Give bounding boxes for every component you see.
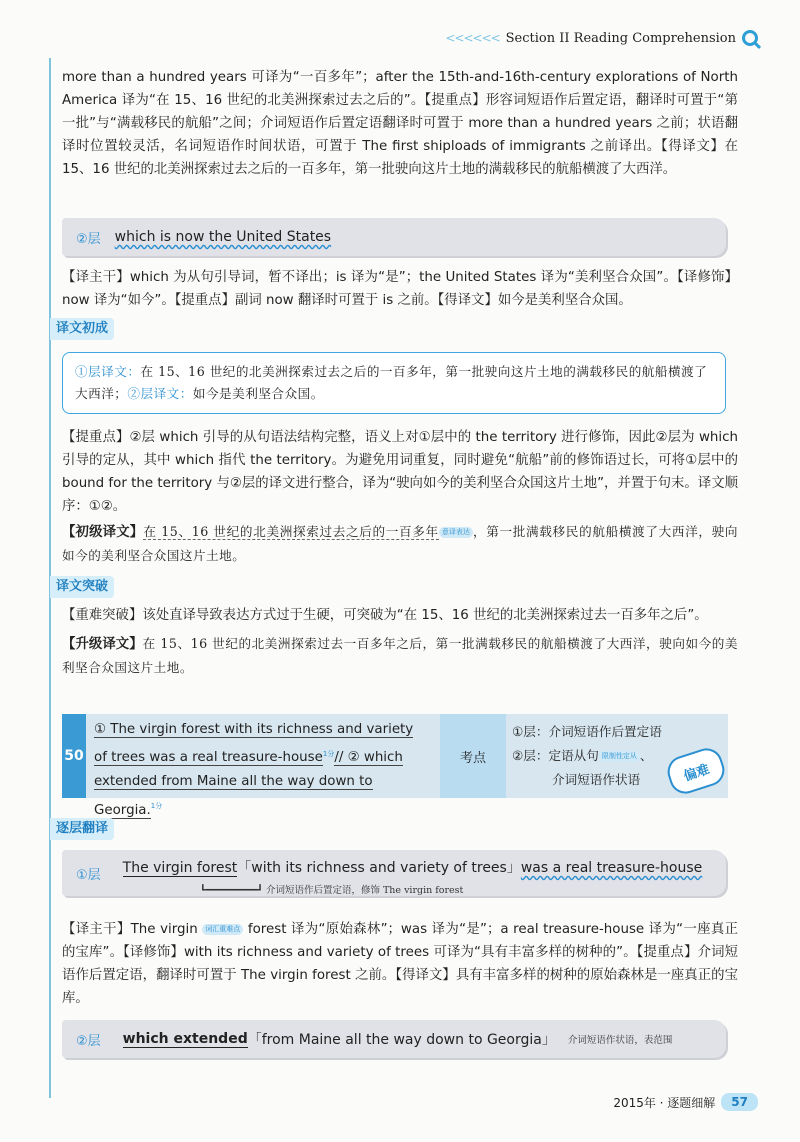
initial-text-2: ，第一批满载移民的航船横渡了大西洋，驶向如今的美利坚合众国这片土地。 [62, 524, 739, 563]
layer-1-rest: was a real treasure-house [520, 860, 703, 876]
paragraph-analysis-2: 【译主干】which 为从句引导词，暂不译出；is 译为“是”；the United States 译为“美利坚合众国”。【译修饰】now 译为“如今”。【提重点】副词 now 翻译时可置于 is 之前。【得译文】如今是美利坚合众国。 [62, 270, 738, 308]
arrow-decoration: <<<<<< [445, 31, 500, 45]
vocab-mini-tag: 词汇重难点 [202, 924, 243, 935]
layer1-label: ①层译文： [75, 364, 141, 379]
tag-breakthrough: 译文突破 [50, 576, 114, 598]
sentence-line-2: of trees was a real treasure-house [94, 750, 323, 766]
tag-initial-translation: 译文初成 [50, 318, 114, 340]
layer2-translation: 如今是美利坚合众国。 [192, 386, 324, 401]
layer2-label: ②层译文： [127, 386, 193, 401]
kaodian-point-3: 介词短语作状语 [552, 772, 641, 787]
kaodian-point-2 [512, 744, 662, 768]
layer-2b-note: 介词短语作状语，表范围 [567, 1035, 673, 1046]
layer-label: ②层 [76, 231, 101, 247]
layer-2b-head: which extended [122, 1030, 248, 1047]
layer-label: ①层 [76, 867, 101, 883]
paragraph-analysis-1: more than a hundred years 可译为“一百多年”；after the 15th-and-16th-century explorations of North America 译为“在 15、16 世纪的北美洲探索过去之后的”。【提重点】形容词短语作后置定语，翻译时可置于“第一批”与“满载移民的航船”之间；介词短语作后置定语翻译时可置于 more than a hundred years 之前；状语翻译时位置较灵活，名词短语作时间状语，可置于 The first shiploads of immigrants 之前译出。【得译文】在 15、16 世纪的北美洲探索过去之后的一百多年，第一批驶向这片土地的满载移民的航船横渡了大西洋。 [62, 70, 738, 177]
paragraph-initial-translation [62, 520, 738, 568]
sentence-text [94, 718, 434, 823]
layer-1-note-text: 介词短语作后置定语，修饰 The virgin forest [265, 885, 464, 896]
paragraph-upgraded-translation [62, 632, 738, 680]
difficulty-stamp: 偏难 [663, 744, 728, 797]
tag-layer-translation: 逐层翻译 [50, 818, 114, 840]
kaodian-point-2a: ②层：定语从句 [512, 748, 599, 763]
layer-1-note: ┗━━━━━━━━━┛ 介词短语作后置定语，修饰 The virgin forest [200, 885, 464, 896]
analysis-3-post: forest 译为“原始森林”；was 译为“是”；a real treasure-house 译为“一座真正的宝库”。【译修饰】with its richness and variety of trees 可译为“具有丰富多样的树种的”。【提重点】介词短语作后置定语，翻译时可置于 The virgin forest 之前。【得译文】具有丰富多样的树种的原始森林是一座真正的宝库。 [62, 922, 738, 1006]
score-mark-1: 1分 [322, 750, 335, 758]
paragraph-analysis-3 [62, 918, 738, 1010]
page-footer [613, 1093, 758, 1111]
sentence-panel [62, 714, 728, 818]
layer-label: ②层 [76, 1033, 101, 1049]
layer-2-bar [62, 218, 726, 256]
translation-box [62, 352, 726, 414]
layer-sentence: which is now the United States [114, 229, 332, 245]
kaodian-label: 考点 [440, 714, 506, 798]
footer-text: 2015年 · 逐题细解 [613, 1095, 716, 1110]
kaodian-points [512, 720, 662, 792]
magnifier-icon [742, 30, 758, 46]
layer-2b-bar [62, 1020, 726, 1058]
paragraph-key-point: 【提重点】②层 which 引导的从句语法结构完整，语义上对①层中的 the territory 进行修饰，因此②层为 which 引导的定从，其中 which 指代 the territory。为避免用词重复，同时避免“航船”前的修饰语过长，可将①层中的 bound for the territory 与②层的译文进行整合，译为“驶向如今的美利坚合众国这片土地”，并置于句末。译文顺序：①②。 [62, 430, 738, 514]
sentence-line-2b: // ② which [334, 750, 403, 766]
page-number: 57 [721, 1093, 758, 1111]
question-number: 50 [62, 714, 86, 798]
layer-1-modifier: 「with its richness and variety of trees」 [237, 860, 521, 876]
layer-1-subject: The virgin forest [122, 860, 238, 876]
sentence-line-3: extended from Maine all the way down to Georgia. [94, 774, 373, 818]
mini-tag: 意译表达 [439, 527, 473, 538]
kaodian-mini-tag: 限制性定从 [599, 751, 640, 762]
section-title: Section II Reading Comprehension [505, 30, 736, 46]
initial-label: 【初级译文】 [62, 525, 144, 540]
upgraded-label: 【升级译文】 [62, 637, 143, 652]
initial-text-1: 在 15、16 世纪的北美洲探索过去之后的一百多年 [143, 524, 439, 539]
analysis-3-pre: 【译主干】The virgin [62, 922, 203, 937]
layer-1-sentence [123, 857, 703, 877]
kaodian-point-2b: 、 [639, 748, 653, 763]
kaodian-point-1: ①层：介词短语作后置定语 [512, 724, 662, 739]
upgraded-text: 在 15、16 世纪的北美洲探索过去一百多年之后，第一批满载移民的航船横渡了大西洋，驶向如今的美利坚合众国这片土地。 [62, 636, 739, 675]
sentence-line-1: ① The virgin forest with its richness and variety [94, 722, 414, 737]
layer1-translation: 在 15、16 世纪的北美洲探索过去之后的一百多年，第一批驶向这片土地的满载移民的航船横渡了大西洋； [75, 364, 708, 401]
score-mark-2: 1分 [150, 802, 163, 811]
page-header [445, 30, 758, 46]
paragraph-breakthrough: 【重难突破】该处直译导致表达方式过于生硬，可突破为“在 15、16 世纪的北美洲探索过去一百多年之后”。 [62, 608, 708, 623]
layer-2b-rest: 「from Maine all the way down to Georgia」 [247, 1032, 556, 1048]
